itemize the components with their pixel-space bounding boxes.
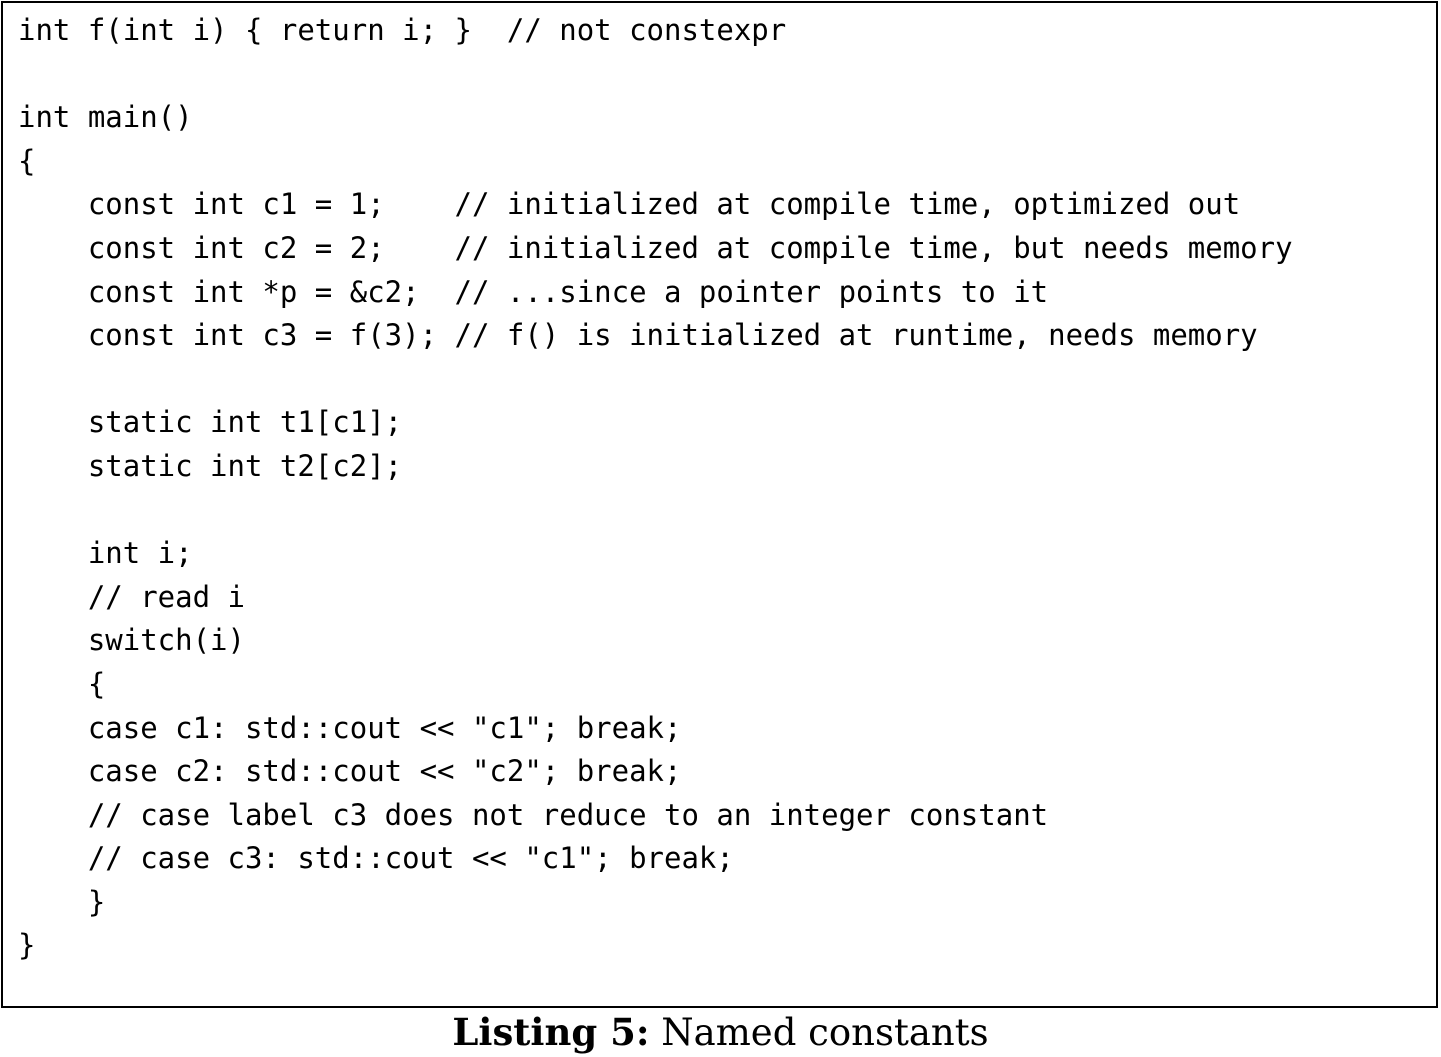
code-line: } xyxy=(18,928,36,963)
listing-caption xyxy=(0,1008,1441,1057)
code-line xyxy=(18,53,1293,97)
code-line xyxy=(18,489,1293,533)
code-block xyxy=(18,9,1293,968)
code-line: // case label c3 does not reduce to an integer constant xyxy=(18,797,1049,832)
code-line: const int c3 = f(3); // f() is initialized at runtime, needs memory xyxy=(18,318,1258,353)
code-line: // read i xyxy=(18,579,245,614)
code-line: // case c3: std::cout << "c1"; break; xyxy=(18,841,734,876)
code-line: switch(i) xyxy=(18,623,245,658)
code-line: int main() xyxy=(18,100,193,135)
code-line xyxy=(18,358,1293,402)
code-line: case c2: std::cout << "c2"; break; xyxy=(18,754,682,789)
code-line: int f(int i) { return i; } // not constexpr xyxy=(18,13,787,47)
code-line: { xyxy=(18,666,106,701)
code-line: static int t1[c1]; xyxy=(18,405,403,440)
code-line: { xyxy=(18,143,36,178)
code-line: static int t2[c2]; xyxy=(18,448,403,483)
code-line: const int c2 = 2; // initialized at compile time, but needs memory xyxy=(18,230,1293,265)
code-line: const int c1 = 1; // initialized at compile time, optimized out xyxy=(18,187,1241,222)
code-line: int i; xyxy=(18,536,193,571)
code-line: } xyxy=(18,884,106,919)
code-line: case c1: std::cout << "c1"; break; xyxy=(18,710,682,745)
caption-text: Named constants xyxy=(661,1011,989,1054)
code-listing-frame xyxy=(1,1,1438,1008)
caption-label: Listing 5: xyxy=(452,1010,650,1054)
code-line: const int *p = &c2; // ...since a pointer points to it xyxy=(18,274,1049,309)
